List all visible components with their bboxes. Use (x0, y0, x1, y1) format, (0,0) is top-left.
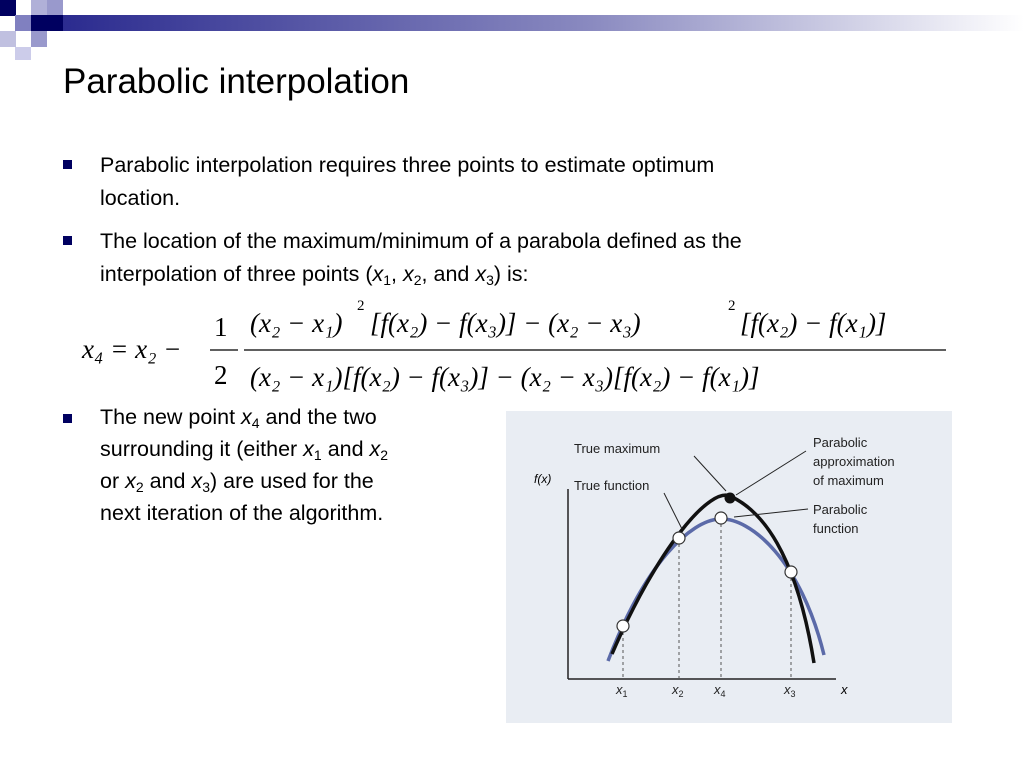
text-run: ) are used for the (210, 469, 374, 493)
tick-x2: $x_2$ (672, 682, 684, 699)
tick-x3: $x_3$ (784, 682, 796, 699)
label-parabolic-approx-3: of maximum (813, 473, 884, 488)
variable-x: x (191, 469, 203, 493)
label-parabolic-function-1: Parabolic (813, 502, 868, 517)
text-run: , (391, 262, 403, 286)
bullet-2-line-1: The location of the maximum/minimum of a parabola defined as the (100, 229, 742, 253)
label-parabolic-function-2: function (813, 521, 859, 536)
formula-lhs: x₄ = x₂ − (82, 334, 182, 364)
tick-x4: $x_4$ (714, 682, 726, 699)
variable-x: x (403, 262, 414, 286)
formula-numerator-c: [f(x₂) − f(x₁)] (740, 308, 887, 338)
bullet-1-line-2: location. (100, 186, 181, 210)
exponent: 2 (357, 298, 365, 314)
subscript: 3 (486, 272, 494, 288)
true-maximum-point (725, 493, 736, 504)
bullet-3-line-2 (100, 433, 388, 465)
parabolic-interpolation-figure (506, 411, 952, 723)
deco-square (31, 15, 47, 31)
label-parabolic-approx-1: Parabolic (813, 435, 868, 450)
formula-numerator-b: [f(x₂) − f(x₃)] − (x₂ − x₃) (370, 308, 641, 338)
deco-square (47, 15, 63, 31)
text-run: ) is: (493, 262, 529, 286)
deco-square (0, 31, 16, 47)
formula-numerator-a: (x₂ − x₁) (250, 308, 343, 338)
exponent: 2 (728, 298, 736, 314)
interpolation-formula (78, 292, 958, 402)
point-x2 (673, 532, 685, 544)
variable-x: x (372, 262, 384, 286)
header-decoration (0, 0, 1024, 60)
bullet-3-line-4: next iteration of the algorithm. (100, 501, 384, 525)
subscript: 4 (251, 415, 260, 431)
label-parabolic-approx-2: approximation (813, 454, 895, 469)
text-run: interpolation of three points ( (100, 262, 373, 286)
bullet-2-line-2 (100, 258, 742, 291)
text-run: , and (421, 262, 476, 286)
bullet-3-text (100, 401, 388, 529)
variable-x: x (125, 469, 136, 493)
point-x1 (617, 620, 629, 632)
text-run: surrounding it (either (100, 437, 304, 461)
point-x4 (715, 512, 727, 524)
formula-denominator: (x₂ − x₁)[f(x₂) − f(x₃)] − (x₂ − x₃)[f(x₂) − f(x₁)] (250, 362, 760, 392)
deco-square (15, 15, 31, 31)
subscript: 1 (313, 447, 322, 463)
text-run: The new point (100, 405, 242, 429)
deco-square (31, 31, 47, 47)
x-axis-label: x (841, 682, 848, 697)
bullet-2-text (100, 225, 742, 291)
deco-square (0, 0, 16, 16)
y-axis-label: f(x) (534, 472, 552, 486)
variable-x: x (303, 437, 314, 461)
label-true-maximum: True maximum (574, 441, 661, 456)
subscript: 3 (202, 479, 211, 495)
subscript: 1 (383, 272, 392, 288)
bullet-1-text (100, 149, 714, 215)
bullet-1-line-1: Parabolic interpolation requires three points to estimate optimum (100, 153, 715, 177)
text-run: and (321, 437, 370, 461)
variable-x: x (475, 262, 487, 286)
text-run: and (143, 469, 192, 493)
bullet-marker (63, 160, 72, 169)
bullet-marker (63, 236, 72, 245)
formula-one: 1 (214, 312, 228, 342)
text-run: or (100, 469, 126, 493)
text-run: and the two (259, 405, 377, 429)
bullet-marker (63, 414, 72, 423)
formula-two: 2 (214, 360, 228, 390)
deco-square (47, 0, 63, 16)
header-gradient-bar (62, 15, 1024, 31)
deco-square (31, 0, 47, 16)
subscript: 2 (413, 272, 422, 288)
bullet-3-line-1 (100, 401, 388, 433)
subscript: 2 (135, 479, 144, 495)
tick-x1: $x_1$ (616, 682, 628, 699)
label-true-function: True function (574, 478, 650, 493)
bullet-3-line-3 (100, 465, 388, 497)
variable-x: x (369, 437, 381, 461)
point-x3 (785, 566, 797, 578)
variable-x: x (241, 405, 252, 429)
page-title: Parabolic interpolation (63, 62, 410, 101)
subscript: 2 (380, 447, 389, 463)
deco-square (15, 47, 31, 60)
